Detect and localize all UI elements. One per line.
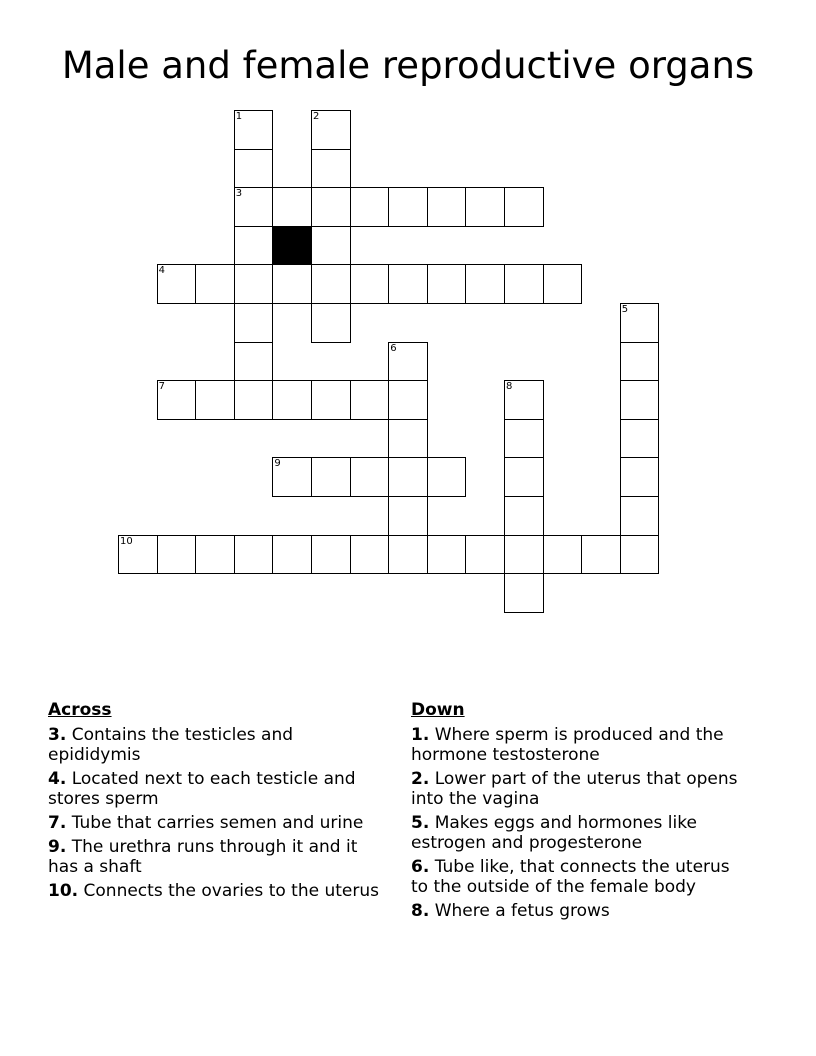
grid-cell[interactable] <box>388 187 428 227</box>
cell-number: 8 <box>506 381 513 393</box>
grid-cell[interactable] <box>311 303 351 343</box>
grid-cell[interactable] <box>234 187 274 227</box>
cell-number: 9 <box>274 458 281 470</box>
grid-cell[interactable] <box>272 535 312 575</box>
grid-cell[interactable] <box>504 264 544 304</box>
grid-cell[interactable] <box>427 264 467 304</box>
blocked-cell <box>272 226 312 266</box>
grid-cell[interactable] <box>504 535 544 575</box>
grid-cell[interactable] <box>157 264 197 304</box>
grid-cell[interactable] <box>195 264 235 304</box>
clue-down-8 <box>411 901 746 921</box>
grid-cell[interactable] <box>427 187 467 227</box>
clue-text: Contains the testicles and epididymis <box>48 725 294 765</box>
grid-cell[interactable] <box>620 419 660 459</box>
grid-cell[interactable] <box>427 535 467 575</box>
grid-cell[interactable] <box>272 187 312 227</box>
grid-cell[interactable] <box>465 535 505 575</box>
grid-cell[interactable] <box>504 496 544 536</box>
grid-cell[interactable] <box>388 419 428 459</box>
grid-cell[interactable] <box>543 535 583 575</box>
clue-down-2 <box>411 769 746 809</box>
clue-down-1 <box>411 725 746 765</box>
grid-cell[interactable] <box>157 380 197 420</box>
grid-cell[interactable] <box>388 380 428 420</box>
grid-cell[interactable] <box>234 342 274 382</box>
grid-cell[interactable] <box>311 457 351 497</box>
clue-text: Located next to each testicle and stores sperm <box>48 769 356 809</box>
clue-number: 8. <box>411 901 430 921</box>
grid-cell[interactable] <box>234 380 274 420</box>
grid-cell[interactable] <box>620 496 660 536</box>
grid-cell[interactable] <box>311 110 351 150</box>
grid-cell[interactable] <box>620 535 660 575</box>
grid-cell[interactable] <box>465 264 505 304</box>
clue-number: 7. <box>48 813 67 833</box>
across-clues <box>48 700 383 905</box>
grid-cell[interactable] <box>350 457 390 497</box>
grid-cell[interactable] <box>388 264 428 304</box>
grid-cell[interactable] <box>620 342 660 382</box>
grid-cell[interactable] <box>195 380 235 420</box>
grid-cell[interactable] <box>234 264 274 304</box>
clue-text: Tube that carries semen and urine <box>71 813 364 833</box>
grid-cell[interactable] <box>311 149 351 189</box>
grid-cell[interactable] <box>195 535 235 575</box>
grid-cell[interactable] <box>504 457 544 497</box>
cell-number: 6 <box>390 342 397 354</box>
grid-cell[interactable] <box>272 264 312 304</box>
cell-number: 2 <box>313 111 320 122</box>
grid-cell[interactable] <box>311 535 351 575</box>
grid-cell[interactable] <box>118 535 158 575</box>
clue-number: 1. <box>411 725 430 745</box>
grid-cell[interactable] <box>543 264 583 304</box>
grid-cell[interactable] <box>311 380 351 420</box>
clue-across-10 <box>48 881 383 901</box>
clue-across-9 <box>48 837 383 877</box>
grid-cell[interactable] <box>234 110 274 150</box>
clue-number: 9. <box>48 837 67 857</box>
grid-cell[interactable] <box>504 380 544 420</box>
grid-cell[interactable] <box>388 535 428 575</box>
grid-cell[interactable] <box>157 535 197 575</box>
grid-cell[interactable] <box>272 380 312 420</box>
grid-cell[interactable] <box>620 303 660 343</box>
cell-number: 7 <box>158 381 165 393</box>
grid-cell[interactable] <box>311 187 351 227</box>
page-title: Male and female reproductive organs <box>61 44 755 87</box>
clue-across-3 <box>48 725 383 765</box>
grid-cell[interactable] <box>311 226 351 266</box>
grid-cell[interactable] <box>234 535 274 575</box>
clue-text: Where a fetus grows <box>434 901 610 921</box>
grid-cell[interactable] <box>581 535 621 575</box>
grid-cell[interactable] <box>311 264 351 304</box>
grid-cell[interactable] <box>620 380 660 420</box>
grid-cell[interactable] <box>388 457 428 497</box>
clue-number: 4. <box>48 769 67 789</box>
grid-cell[interactable] <box>388 496 428 536</box>
clue-text: Lower part of the uterus that opens into the vagina <box>411 769 738 809</box>
grid-cell[interactable] <box>504 187 544 227</box>
grid-cell[interactable] <box>465 187 505 227</box>
clue-across-4 <box>48 769 383 809</box>
clue-text: Makes eggs and hormones like estrogen and progesterone <box>411 813 697 853</box>
down-heading: Down <box>411 700 465 720</box>
clue-number: 10. <box>48 881 79 901</box>
clue-down-6 <box>411 857 746 897</box>
clue-number: 6. <box>411 857 430 877</box>
grid-cell[interactable] <box>234 149 274 189</box>
cell-number: 5 <box>621 304 629 315</box>
grid-cell[interactable] <box>620 457 660 497</box>
across-heading: Across <box>48 700 112 720</box>
grid-cell[interactable] <box>234 226 274 266</box>
clue-number: 3. <box>48 725 67 745</box>
grid-cell[interactable] <box>388 342 428 382</box>
clue-number: 2. <box>411 769 430 789</box>
grid-cell[interactable] <box>272 457 312 497</box>
grid-cell[interactable] <box>350 380 390 420</box>
cell-number: 3 <box>235 188 243 200</box>
clue-text: Tube like, that connects the uterus to the outside of the female body <box>411 857 730 897</box>
grid-cell[interactable] <box>350 187 390 227</box>
clue-down-5 <box>411 813 746 853</box>
clue-text: Connects the ovaries to the uterus <box>83 881 379 901</box>
clue-number: 5. <box>411 813 430 833</box>
cell-number: 10 <box>120 535 133 547</box>
grid-cell[interactable] <box>350 535 390 575</box>
cell-number: 1 <box>235 111 243 122</box>
down-clues <box>411 700 746 925</box>
grid-cell[interactable] <box>504 573 544 613</box>
clue-across-7 <box>48 813 383 833</box>
clue-text: Where sperm is produced and the hormone testosterone <box>411 725 724 765</box>
grid-cell[interactable] <box>350 264 390 304</box>
cell-number: 4 <box>158 265 165 277</box>
grid-cell[interactable] <box>234 303 274 343</box>
clue-text: The urethra runs through it and it has a shaft <box>48 837 358 877</box>
grid-cell[interactable] <box>504 419 544 459</box>
grid-cell[interactable] <box>427 457 467 497</box>
